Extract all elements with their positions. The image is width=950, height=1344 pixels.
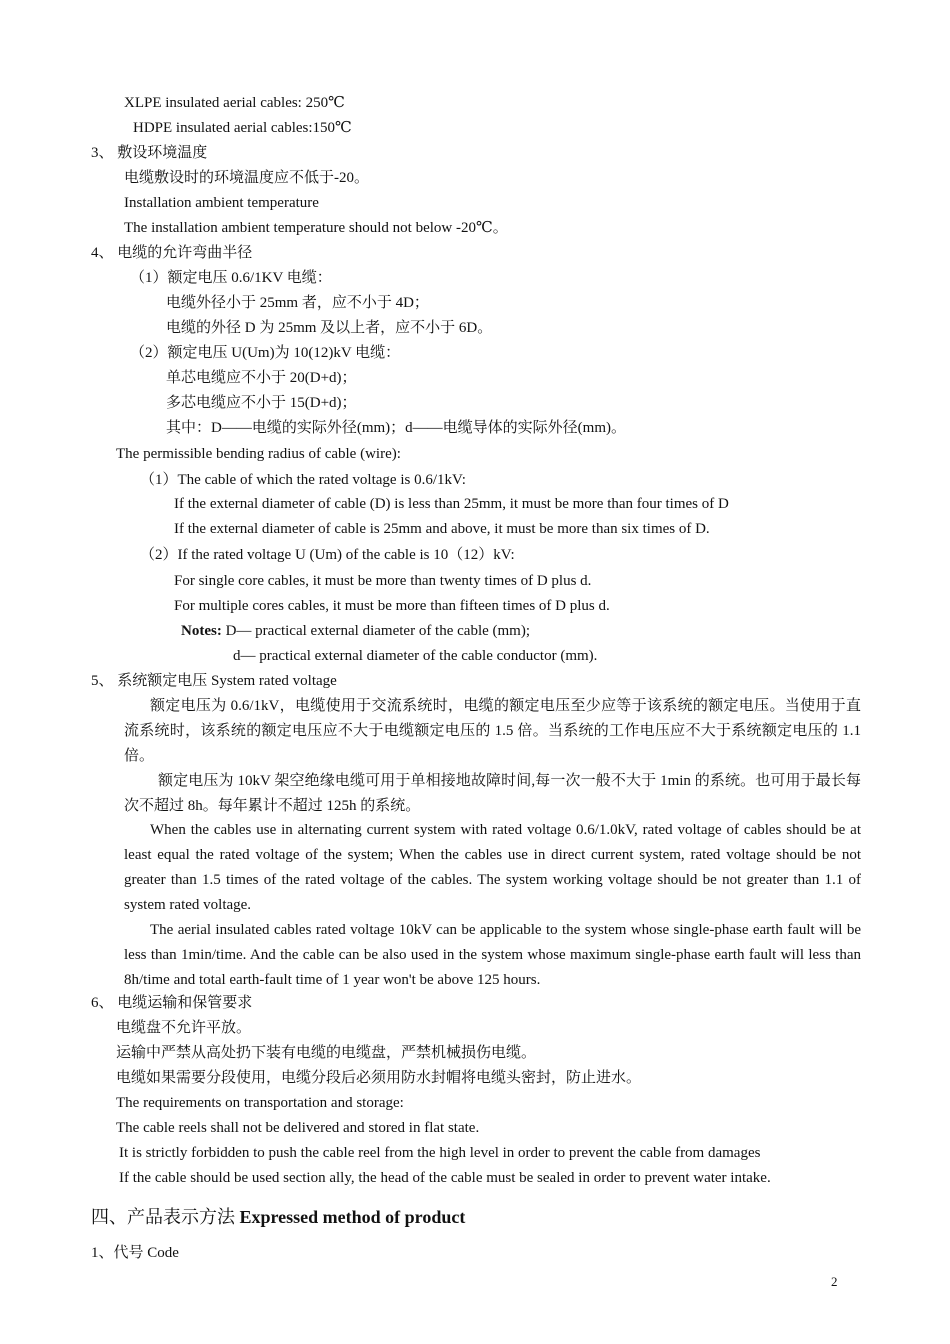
text-line: The permissible bending radius of cable (wire): xyxy=(116,446,401,462)
notes-label: Notes: xyxy=(181,623,222,639)
text-line: The cable reels shall not be delivered and stored in flat state. xyxy=(116,1120,480,1136)
text-line: If the cable should be used section ally, the head of the cable must be sealed in order to prevent water intake. xyxy=(119,1170,771,1186)
notes-text: D— practical external diameter of the cable (mm); xyxy=(221,623,531,639)
paragraph: 额定电压为 10kV 架空绝缘电缆可用于单相接地故障时间,每一次一般不大于 1min 的系统。也可用于最长每次不超过 8h。每年累计不超过 125h 的系统。 xyxy=(124,773,861,814)
notes-line xyxy=(181,622,530,641)
page-number: 2 xyxy=(831,1274,838,1289)
text-line: 电缆的外径 D 为 25mm 及以上者，应不小于 6D。 xyxy=(166,320,493,336)
text-line: 电缆敷设时的环境温度应不低于-20。 xyxy=(124,170,369,186)
chapter-heading-en: Expressed method of product xyxy=(239,1207,466,1227)
chapter-heading-cn: 四、产品表示方法 xyxy=(91,1207,240,1227)
section-heading: 5、 系统额定电压 System rated voltage xyxy=(91,673,337,689)
text-line: For single core cables, it must be more than twenty times of D plus d. xyxy=(174,573,592,589)
text-line: If the external diameter of cable is 25mm and above, it must be more than six times of D. xyxy=(174,521,710,537)
text-line: 电缆外径小于 25mm 者，应不小于 4D； xyxy=(166,295,429,311)
text-line: （1）额定电压 0.6/1KV 电缆： xyxy=(130,270,332,286)
text-line: Installation ambient temperature xyxy=(124,195,319,211)
paragraph: 额定电压为 0.6/1kV，电缆使用于交流系统时，电缆的额定电压至少应等于该系统的额定电压。当使用于直流系统时，该系统的额定电压应不大于电缆额定电压的 1.5 倍。当系统的工作电压应不大于系统额定电压的 1.1 倍。 xyxy=(124,698,861,764)
text-line: 电缆盘不允许平放。 xyxy=(116,1020,252,1036)
text-line: If the external diameter of cable (D) is less than 25mm, it must be more than four times of D xyxy=(174,496,729,512)
text-line: 其中：D——电缆的实际外径(mm)；d——电缆导体的实际外径(mm)。 xyxy=(166,420,626,436)
subsection-heading: 1、代号 Code xyxy=(91,1245,179,1261)
text-line: 多芯电缆应不小于 15(D+d)； xyxy=(166,395,357,411)
text-line: 电缆如果需要分段使用，电缆分段后必须用防水封帽将电缆头密封，防止进水。 xyxy=(116,1070,642,1086)
section-heading: 6、 电缆运输和保管要求 xyxy=(91,995,253,1011)
text-line: （1）The cable of which the rated voltage is 0.6/1kV: xyxy=(140,472,466,488)
text-line: 单芯电缆应不小于 20(D+d)； xyxy=(166,370,357,386)
text-line: The requirements on transportation and storage: xyxy=(116,1095,404,1111)
paragraph: The aerial insulated cables rated voltage 10kV can be applicable to the system whose single-phase earth fault will be less than 1min/time. And the cable can be also used in the system whose maximum single-phase earth fault will less than 8h/time and total earth-fault time of 1 year won't be above 125 hours. xyxy=(124,922,861,988)
section-heading: 4、 电缆的允许弯曲半径 xyxy=(91,245,253,261)
text-line: For multiple cores cables, it must be more than fifteen times of D plus d. xyxy=(174,598,610,614)
text-line: d— practical external diameter of the cable conductor (mm). xyxy=(233,648,598,664)
text-line: HDPE insulated aerial cables:150℃ xyxy=(133,120,352,136)
text-line: It is strictly forbidden to push the cable reel from the high level in order to prevent the cable from damages xyxy=(119,1145,761,1161)
text-line: XLPE insulated aerial cables: 250℃ xyxy=(124,95,345,111)
paragraph: When the cables use in alternating current system with rated voltage 0.6/1.0kV, rated voltage of cables should be at least equal the rated voltage of the system; When the cables use in direct current system, rated voltage should be not greater than 1.5 times of the rated voltage of the cables. The system working voltage should be not greater than 1.1 of system rated voltage. xyxy=(124,822,861,913)
text-line: （2）额定电压 U(Um)为 10(12)kV 电缆： xyxy=(130,345,401,361)
text-line: 运输中严禁从高处扔下装有电缆的电缆盘，严禁机械损伤电缆。 xyxy=(116,1045,537,1061)
text-line: （2）If the rated voltage U (Um) of the cable is 10（12）kV: xyxy=(140,547,515,563)
section-heading: 3、 敷设环境温度 xyxy=(91,145,208,161)
text-line: The installation ambient temperature should not below -20℃。 xyxy=(124,220,508,236)
chapter-heading xyxy=(91,1203,465,1229)
